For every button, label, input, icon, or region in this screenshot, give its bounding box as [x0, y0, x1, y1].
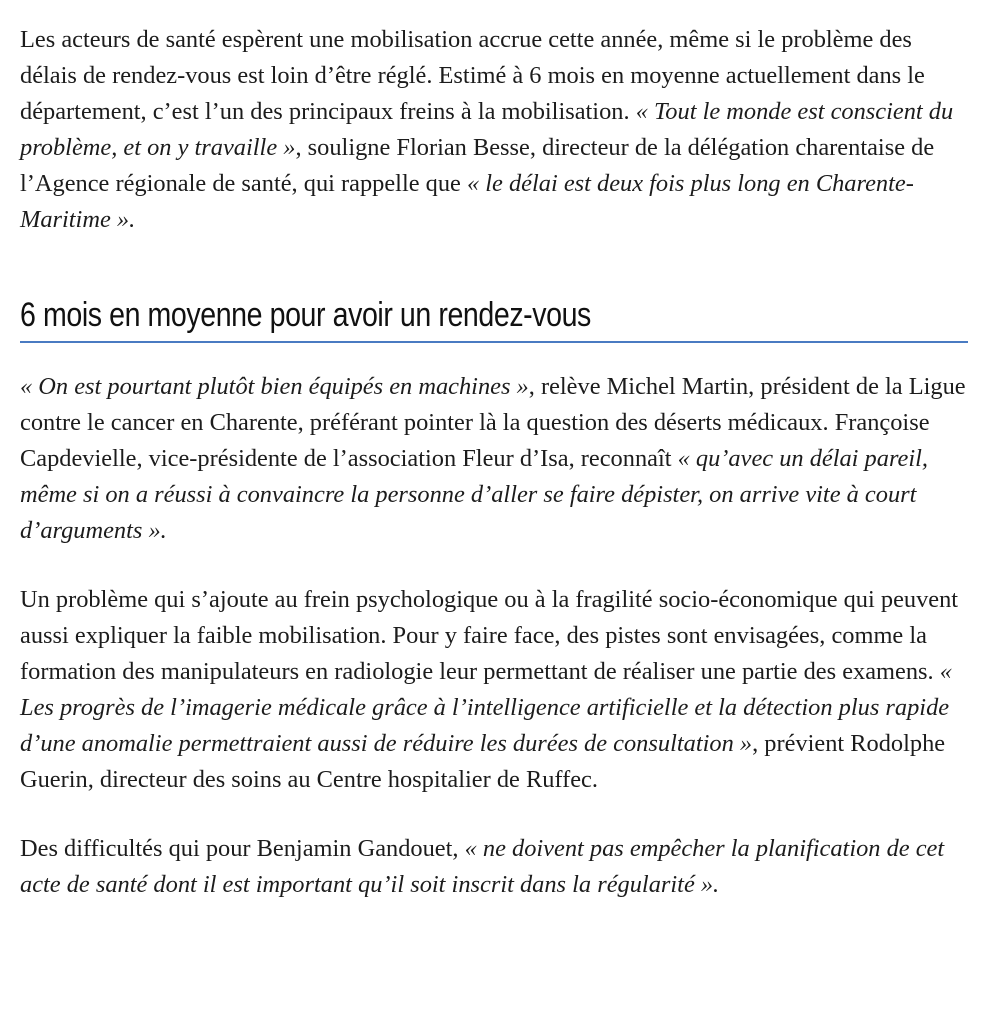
paragraph-3-text: Un problème qui s’ajoute au frein psychologique ou à la fragilité socio-économique qui peuvent aussi expliquer la faible mobilisation. Pour y faire face, des pistes sont envisagées, comme la formation des manipulateurs en radiologie leur permettant de réaliser une partie des examens. [20, 586, 959, 685]
paragraph-3-text: , prévient Rodolphe Guerin, directeur des soins au Centre hospitalier de Ruffec. [20, 730, 946, 793]
quote-martin: « On est pourtant plutôt bien équipés en machines » [20, 373, 529, 400]
section-subheading [20, 293, 968, 343]
paragraph-4-text: Des difficultés qui pour Benjamin Gandouet, [20, 835, 465, 862]
quote-capdevielle: « qu’avec un délai pareil, même si on a réussi à convaincre la personne d’aller se faire dépister, on arrive vite à court d’arguments ». [20, 445, 929, 544]
quote-guerin: « Les progrès de l’imagerie médicale grâce à l’intelligence artificielle et la détection plus rapide d’une anomalie permettraient aussi de réduire les durées de consultation » [20, 658, 952, 757]
paragraph-1 [20, 22, 968, 238]
paragraph-2-text: , relève Michel Martin, président de la Ligue contre le cancer en Charente, préférant pointer là la question des déserts médicaux. Françoise Capdevielle, vice-présidente de l’association Fleur d’Isa, reconnaît [20, 373, 966, 472]
quote-gandouet: « ne doivent pas empêcher la planification de cet acte de santé dont il est important qu’il soit inscrit dans la régularité ». [20, 835, 945, 898]
paragraph-1-text: , souligne Florian Besse, directeur de la délégation charentaise de l’Agence régionale de santé, qui rappelle que [20, 134, 935, 197]
quote-charente-maritime: « le délai est deux fois plus long en Charente-Maritime ». [20, 170, 914, 233]
paragraph-3 [20, 582, 968, 798]
paragraph-1-text: Les acteurs de santé espèrent une mobilisation accrue cette année, même si le problème des délais de rendez-vous est loin d’être réglé. Estimé à 6 mois en moyenne actuellement dans le département, c’est l’un des principaux freins à la mobilisation. [20, 26, 925, 125]
article-body [20, 22, 968, 903]
paragraph-2 [20, 369, 968, 549]
quote-besse: « Tout le monde est conscient du problème, et on y travaille » [20, 98, 954, 161]
paragraph-4 [20, 831, 968, 903]
section-subheading-text: 6 mois en moyenne pour avoir un rendez-vous [20, 296, 591, 334]
